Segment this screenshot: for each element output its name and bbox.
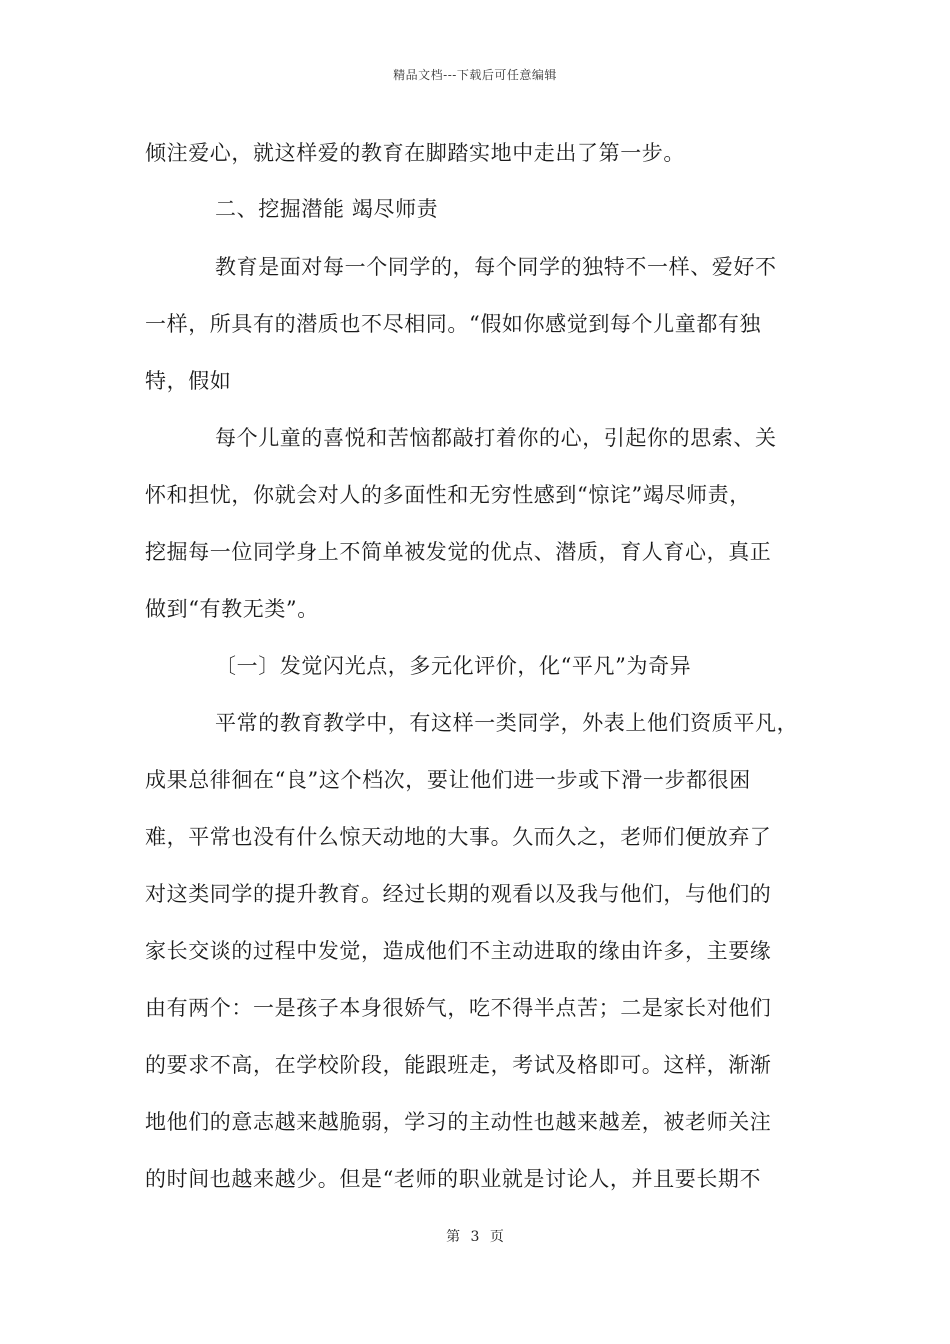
paragraph-line: 由有两个：一是孩子本身很娇气，吃不得半点苦；二是家长对他们	[145, 996, 772, 1020]
page-header: 精品文档---下载后可任意编辑	[393, 68, 557, 82]
paragraph-line: 每个儿童的喜悦和苦恼都敲打着你的心，引起你的思索、关	[215, 426, 777, 450]
paragraph-line: 特，假如	[145, 369, 232, 393]
paragraph-line: 一样，所具有的潜质也不尽相同。“假如你感觉到每个儿童都有独	[145, 312, 762, 336]
paragraph-line: 的要求不高，在学校阶段，能跟班走，考试及格即可。这样，渐渐	[145, 1053, 772, 1077]
paragraph-line: 怀和担忧，你就会对人的多面性和无穷性感到“惊诧”竭尽师责，	[145, 483, 751, 507]
page-number: 第 3 页	[446, 1229, 504, 1245]
paragraph-line: 成果总徘徊在“良”这个档次，要让他们进一步或下滑一步都很困	[145, 768, 751, 792]
section-heading: 二、挖掘潜能 竭尽师责	[215, 197, 439, 221]
paragraph-line: 家长交谈的过程中发觉，造成他们不主动进取的缘由许多，主要缘	[145, 939, 772, 963]
paragraph-line: 做到“有教无类”。	[145, 597, 319, 621]
paragraph-line: 的时间也越来越少。但是“老师的职业就是讨论人，并且要长期不	[145, 1167, 762, 1191]
paragraph-line: 平常的教育教学中，有这样一类同学，外表上他们资质平凡，	[215, 711, 799, 735]
paragraph-line: 倾注爱心，就这样爱的教育在脚踏实地中走出了第一步。	[145, 141, 685, 165]
paragraph-line: 地他们的意志越来越脆弱，学习的主动性也越来越差，被老师关注	[145, 1110, 772, 1134]
paragraph-line: 教育是面对每一个同学的，每个同学的独特不一样、爱好不	[215, 255, 777, 279]
paragraph-line: 难，平常也没有什么惊天动地的大事。久而久之，老师们便放弃了	[145, 825, 772, 849]
paragraph-line: 对这类同学的提升教育。经过长期的观看以及我与他们，与他们的	[145, 882, 772, 906]
paragraph-line: 挖掘每一位同学身上不简单被发觉的优点、潜质，育人育心，真正	[145, 540, 772, 564]
subsection-heading: 〔一〕发觉闪光点，多元化评价，化“平凡”为奇异	[215, 654, 692, 678]
